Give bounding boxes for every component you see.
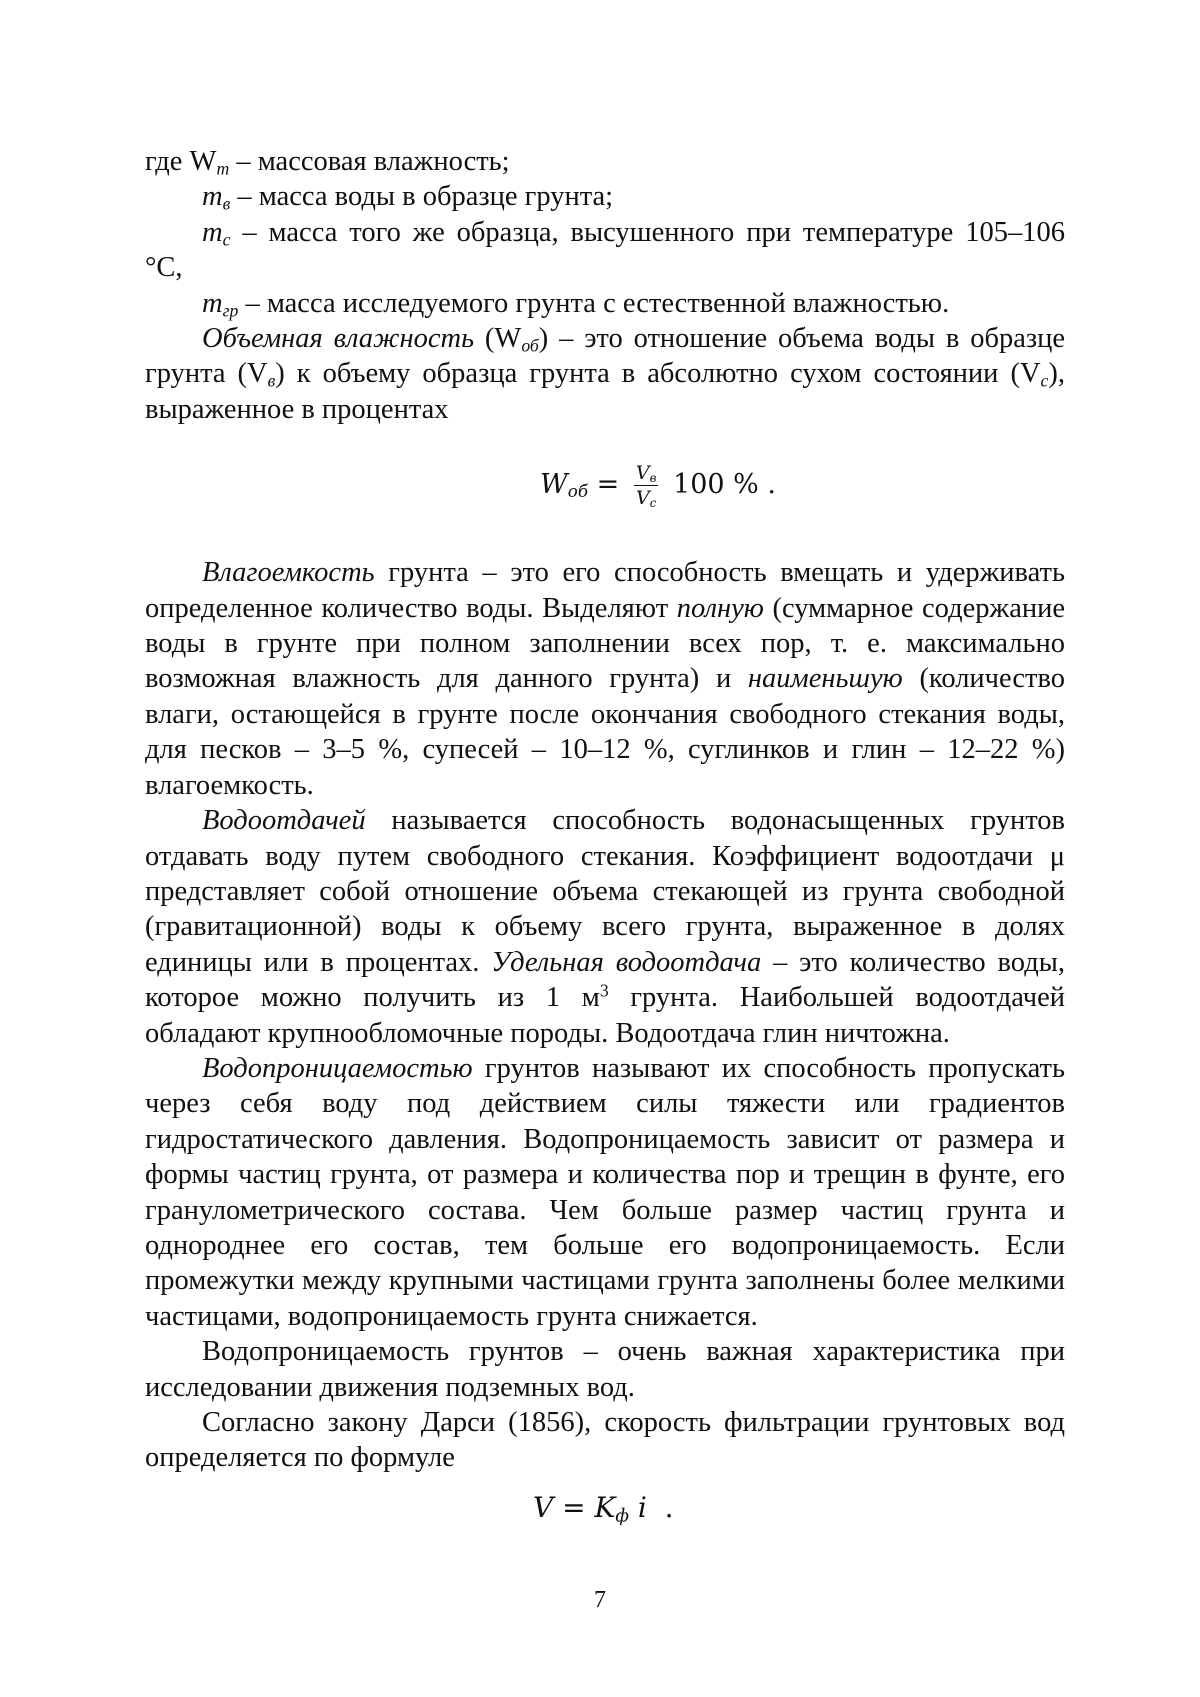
paragraph-importance: Водопроницаемость грунтов – очень важная характеристика при исследовании движения подземных вод. bbox=[145, 1336, 1065, 1403]
paragraph-water-yield: Водоотдачей называется способность водонасыщенных грунтов отдавать воду путем свободного стекания. Коэффициент водоотдачи μ представляет собой отношение объема стекающей из грунта свободной (гравитационной) воды к объему всего грунта, выраженное в долях единицы или в процентах. Удельная водоотдача – это количество воды, которое можно получить из 1 $м^3$ грунта. Наибольшей водоотдачей обладают крупнообломочные породы. Водоотдача глин ничтожна. bbox=[145, 805, 1065, 1049]
paragraph-permeability: Водопроницаемостью грунтов называют их способность пропускать через себя воду под действием силы тяжести или градиентов гидростатического давления. Водопроницаемость зависит от размера и формы частиц грунта, от размера и количества пор и трещин в фунте, его гранулометрического состава. Чем больше размер частиц грунта и однороднее его состав, тем больше его водопроницаемость. Если промежутки между крупными частицами грунта заполнены более мелкими частицами, водопроницаемость грунта снижается. bbox=[145, 1052, 1065, 1332]
text-block bbox=[145, 144, 1065, 1476]
paragraph-darcy: Согласно закону Дарси (1856), скорость фильтрации грунтовых вод определяется по формуле bbox=[145, 1407, 1065, 1474]
formula-darcy: $V = K_ф$ i . bbox=[533, 1491, 674, 1527]
fraction: $\frac{V_в}{V_c}$ bbox=[635, 462, 657, 510]
formula-volumetric-moisture: $W_{об}$ = $\frac{V_в}{V_c}$ 100 % . bbox=[540, 462, 776, 510]
definition-soil-mass: $m_{гр}$ – масса исследуемого грунта с естественной влажностью. bbox=[202, 287, 950, 321]
page-number: 7 bbox=[594, 1587, 606, 1613]
definition-water-mass: $m_в$ – масса воды в образце грунта; bbox=[202, 181, 614, 214]
definition-mass-moisture: где $W_m$ – массовая влажность; bbox=[145, 146, 510, 179]
paragraph-moisture-capacity: Влагоемкость грунта – это его способность вмещать и удерживать определенное количество воды. Выделяют полную (суммарное содержание воды в грунте при полном заполнении всех пор, т. е. максимально возможная влажность для данного грунта) и наименьшую (количество влаги, остающейся в грунте после окончания свободного стекания воды, для песков – 3–5 %, супесей – 10–12 %, суглинков и глин – 12–22 %) влагоемкость. bbox=[145, 557, 1065, 801]
paragraph-volumetric-moisture: Объемная влажность $(W_{об})$ – это отношение объема воды в образце грунта $(V_в)$ к объему образца грунта в абсолютно сухом состоянии $(V_c)$, выраженное в процентах bbox=[145, 323, 1065, 425]
definition-dry-mass: $m_c$ – масса того же образца, высушенного при температуре 105–106 °С, bbox=[145, 216, 1065, 284]
